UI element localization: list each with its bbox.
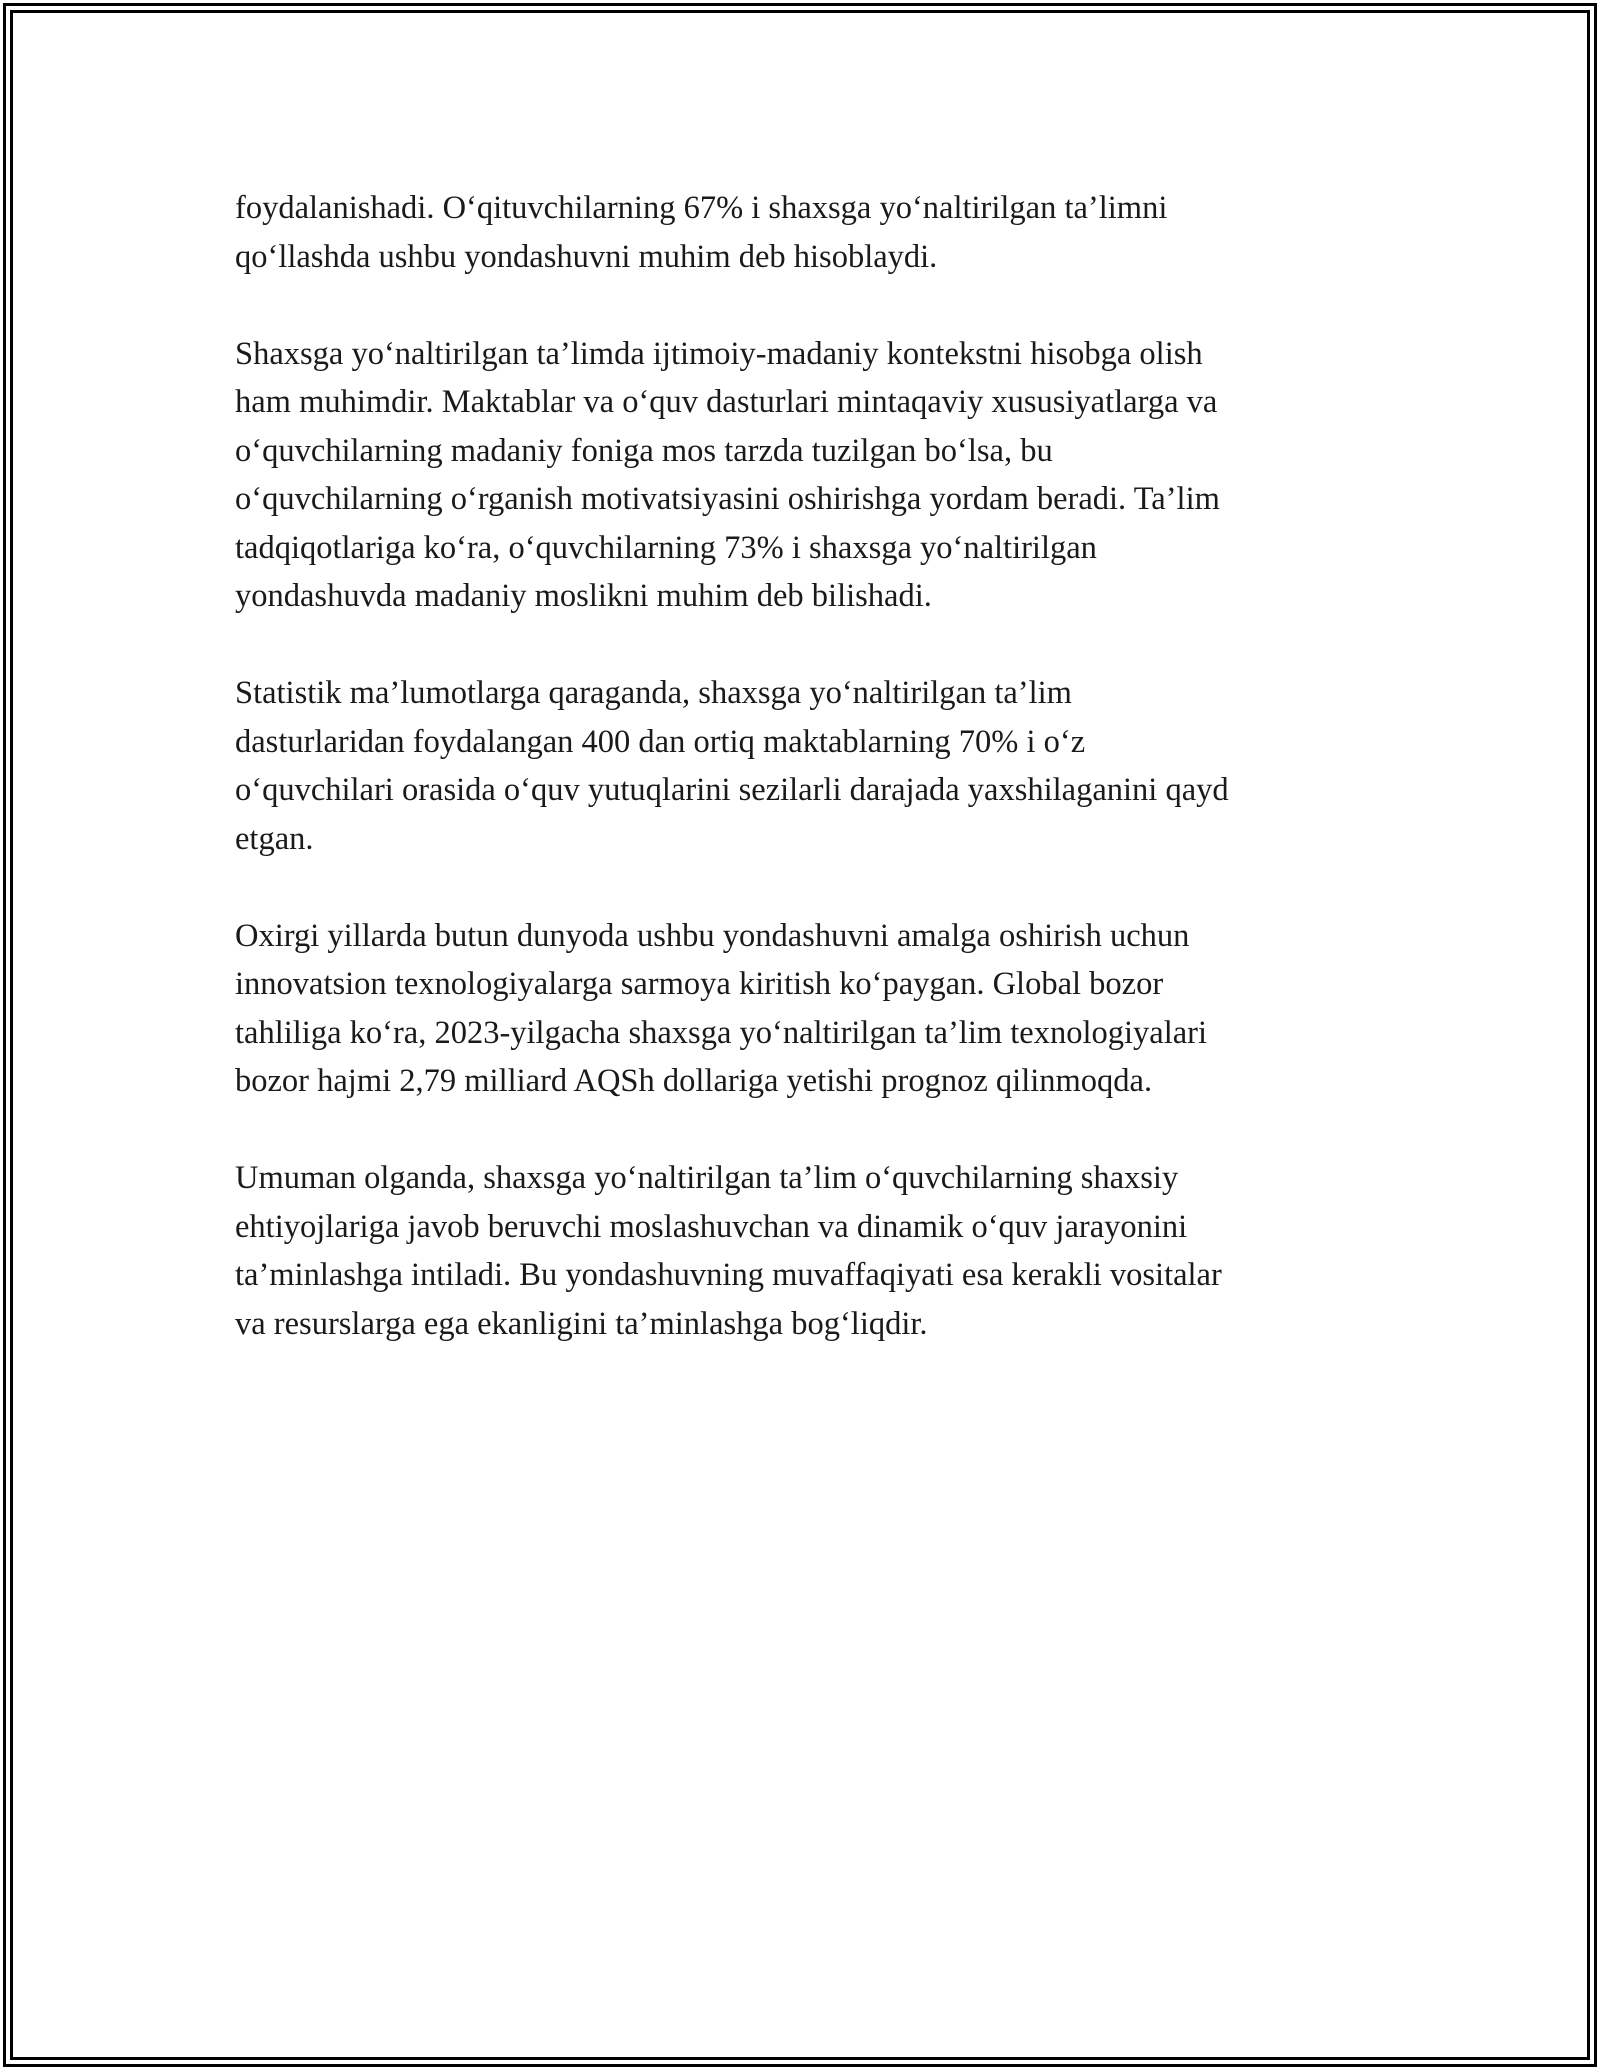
paragraph-technology-investment: Oxirgi yillarda butun dunyoda ushbu yondashuvni amalga oshirish uchun innovatsion texnologiyalarga sarmoya kiritish ko‘paygan. Global bozor tahliliga ko‘ra, 2023-yilgacha shaxsga yo‘naltirilgan ta’lim texnologiyalari bozor hajmi 2,79 milliard AQSh dollariga yetishi prognoz qilinmoqda.: [235, 917, 1208, 1099]
paragraph-conclusion: Umuman olganda, shaxsga yo‘naltirilgan ta’lim o‘quvchilarning shaxsiy ehtiyojlariga javob beruvchi moslashuvchan va dinamik o‘quv jarayonini ta’minlashga intiladi. Bu yondashuvning muvaffaqiyati esa kerakli vositalar va resurslarga ega ekanligini ta’minlashga bog‘liqdir.: [235, 1160, 1222, 1342]
paragraph-statistics: Statistik ma’lumotlarga qaraganda, shaxsga yo‘naltirilgan ta’lim dasturlaridan foydalangan 400 dan ortiq maktablarning 70% i o‘z o‘quvchilari orasida o‘quv yutuqlarini sezilarli darajada yaxshilaganini qayd etgan.: [235, 675, 1229, 857]
document-body: [235, 184, 1365, 1348]
paragraph-teacher-survey: foydalanishadi. O‘qituvchilarning 67% i shaxsga yo‘naltirilgan ta’limni qo‘llashda ushbu yondashuvni muhim deb hisoblaydi.: [235, 190, 1168, 275]
paragraph-sociocultural-context: Shaxsga yo‘naltirilgan ta’limda ijtimoiy-madaniy kontekstni hisobga olish ham muhimdir. Maktablar va o‘quv dasturlari mintaqaviy xususiyatlarga va o‘quvchilarning madaniy foniga mos tarzda tuzilgan bo‘lsa, bu o‘quvchilarning o‘rganish motivatsiyasini oshirishga yordam beradi. Ta’lim tadqiqotlariga ko‘ra, o‘quvchilarning 73% i shaxsga yo‘naltirilgan yondashuvda madaniy moslikni muhim deb bilishadi.: [235, 335, 1220, 614]
